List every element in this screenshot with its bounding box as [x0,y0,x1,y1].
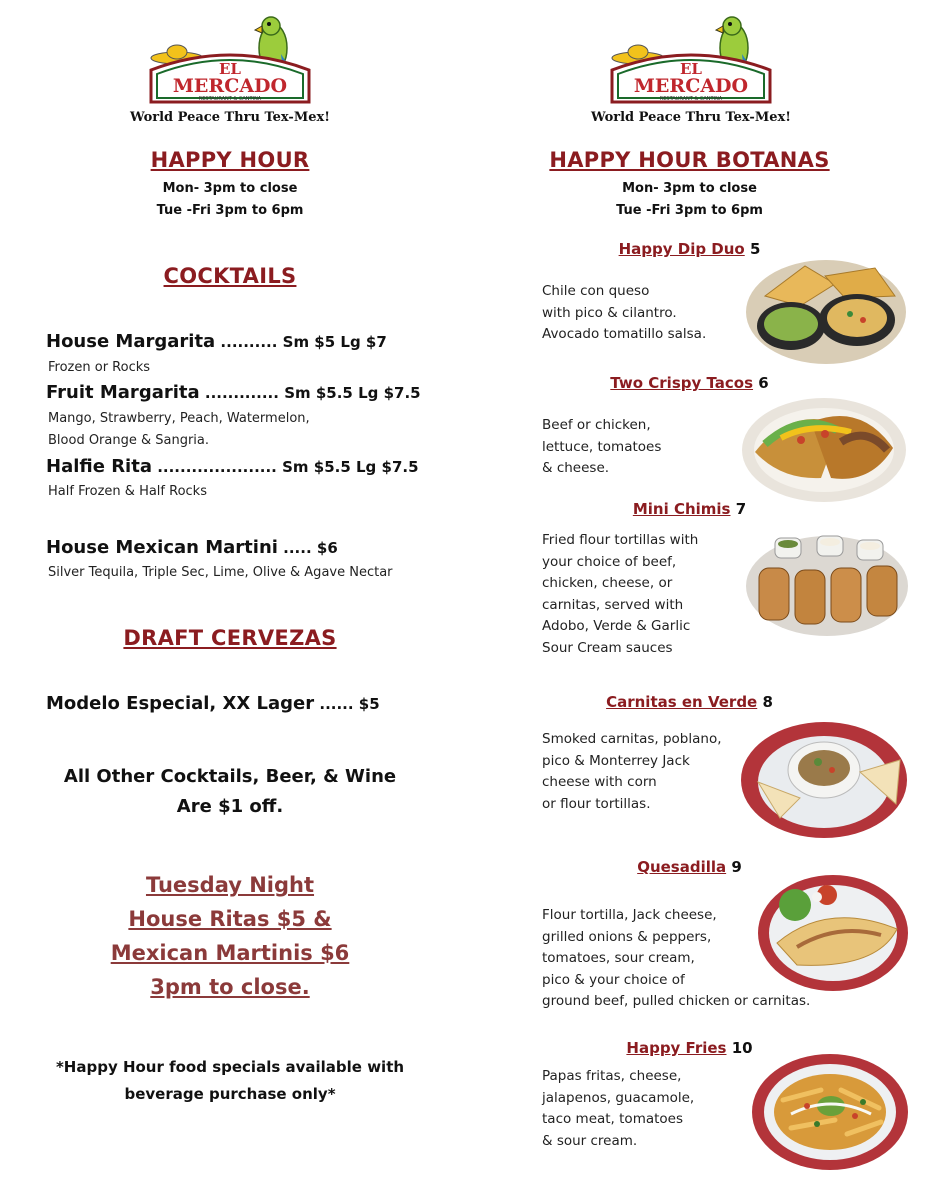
svg-text:RESTAURANT & CANTINA: RESTAURANT & CANTINA [198,96,262,102]
desc-line: Silver Tequila, Triple Sec, Lime, Olive & Agave Nectar [48,565,393,580]
botana-title-two-crispy-tacos [463,374,916,392]
botana-name: Carnitas en Verde [606,693,758,711]
special-line: Tuesday Night [145,873,315,897]
dot-leader: .......... [215,333,278,351]
item-description [48,357,150,379]
desc-line: & sour cream. [542,1132,638,1149]
botana-price: 5 [749,240,761,258]
desc-line: cheese with corn [542,774,657,790]
carnitas-en-verde-photo [740,720,908,840]
item-description [48,408,310,452]
tagline: World Peace Thru Tex-Mex! [130,110,330,125]
happy-hour-title: HAPPY HOUR [150,148,310,172]
hours-line: Tue -Fri 3pm to 6pm [156,203,304,218]
draft-cervezas-heading: DRAFT CERVEZAS [123,626,337,650]
botana-description [542,415,661,480]
menu-item-fruit-margarita [46,382,421,403]
item-price: Sm $5 Lg $7 [277,333,387,351]
desc-line: with pico & cilantro. [542,304,677,321]
botana-price: 8 [762,693,773,711]
cocktails-heading: COCKTAILS [163,264,297,288]
desc-line: tomatoes, sour cream, [542,950,695,966]
desc-line: chicken, cheese, or [542,575,673,591]
dip-duo-photo [745,256,907,366]
botana-description [542,1066,694,1152]
food-specials-footnote [0,1054,460,1108]
desc-line: carnitas, served with [542,596,684,613]
hours-line: Mon- 3pm to close [162,181,298,196]
desc-line: jalapenos, guacamole, [542,1089,695,1106]
desc-line: Adobo, Verde & Garlic [542,618,691,634]
svg-text:MERCADO: MERCADO [172,75,288,97]
item-description [48,481,207,503]
desc-line: & cheese. [542,460,610,476]
botana-name: Happy Dip Duo [618,240,745,258]
happy-fries-photo [751,1050,909,1172]
special-line: Mexican Martinis $6 [110,941,350,965]
botana-description [542,530,698,659]
quesadilla-photo [757,873,909,993]
botana-name: Happy Fries [626,1039,727,1057]
svg-text:RESTAURANT & CANTINA: RESTAURANT & CANTINA [659,96,723,102]
mini-chimis-photo [745,532,909,638]
all-other-discount-note [0,762,460,822]
botana-price: 6 [758,374,769,392]
tuesday-night-special [0,868,460,1004]
desc-line: Beef or chicken, [542,417,651,433]
menu-item-house-mexican-martini [46,537,338,558]
desc-line: lettuce, tomatoes [542,438,662,455]
hours-line: Mon- 3pm to close [622,181,757,196]
desc-line: grilled onions & peppers, [542,928,712,945]
svg-text:EL: EL [680,60,702,78]
footnote-line: *Happy Hour food specials available with [55,1058,405,1076]
footnote-line: beverage purchase only* [124,1085,336,1103]
desc-line: Half Frozen & Half Rocks [48,484,207,499]
dot-leader: ............. [199,384,279,402]
botana-title-carnitas-en-verde [463,693,916,711]
desc-line: Avocado tomatillo salsa. [542,326,707,342]
desc-line: Frozen or Rocks [48,360,151,375]
menu-item-draft-beer [46,693,380,714]
desc-line: Papas fritas, cheese, [542,1068,682,1084]
item-price: Sm $5.5 Lg $7.5 [278,384,421,402]
desc-line: Smoked carnitas, poblano, [542,731,722,747]
dot-leader: ...... [314,695,354,713]
item-name: Halfie Rita [46,456,152,477]
menu-item-house-margarita [46,331,387,352]
special-line: House Ritas $5 & [128,907,332,931]
item-price: $5 [353,695,380,713]
botana-description [542,281,706,346]
item-name: Modelo Especial, XX Lager [46,693,315,714]
el-mercado-logo [606,14,866,124]
desc-line: Sour Cream sauces [542,639,673,656]
desc-line: Blood Orange & Sangria. [48,433,210,448]
item-name: House Mexican Martini [46,537,278,558]
el-mercado-logo [145,14,405,124]
botana-description [542,729,722,815]
desc-line: ground beef, pulled chicken or carnitas. [542,993,811,1009]
crispy-tacos-photo [741,392,907,504]
item-name: House Margarita [46,331,216,352]
desc-line: pico & Monterrey Jack [542,752,690,769]
desc-line: Flour tortilla, Jack cheese, [542,907,717,923]
special-line: 3pm to close. [150,975,310,999]
botana-price: 7 [735,500,747,518]
botana-name: Quesadilla [637,858,727,876]
menu-item-halfie-rita [46,456,419,477]
happy-hour-hours [0,178,460,222]
botana-price: 9 [731,858,742,876]
desc-line: or flour tortillas. [542,795,651,812]
botana-price: 10 [731,1039,753,1057]
desc-line: your choice of beef, [542,553,677,570]
desc-line: Mango, Strawberry, Peach, Watermelon, [48,411,310,426]
botanas-hours [463,178,916,222]
svg-text:MERCADO: MERCADO [633,75,749,97]
dot-leader: ..................... [151,458,277,476]
botana-name: Mini Chimis [632,500,731,518]
desc-line: taco meat, tomatoes [542,1111,684,1127]
item-description [48,562,393,584]
note-line: Are $1 off. [176,796,284,817]
note-line: All Other Cocktails, Beer, & Wine [63,766,397,787]
botana-name: Two Crispy Tacos [610,374,754,392]
botana-title-mini-chimis [463,500,916,518]
item-name: Fruit Margarita [46,382,200,403]
svg-text:EL: EL [219,60,241,78]
desc-line: pico & your choice of [542,971,685,988]
desc-line: Fried flour tortillas with [542,532,699,548]
item-price: $6 [311,539,338,557]
tagline: World Peace Thru Tex-Mex! [591,110,791,125]
dot-leader: ..... [277,539,312,557]
desc-line: Chile con queso [542,283,650,299]
hours-line: Tue -Fri 3pm to 6pm [616,203,763,218]
item-price: Sm $5.5 Lg $7.5 [276,458,419,476]
botanas-title: HAPPY HOUR BOTANAS [549,148,830,172]
